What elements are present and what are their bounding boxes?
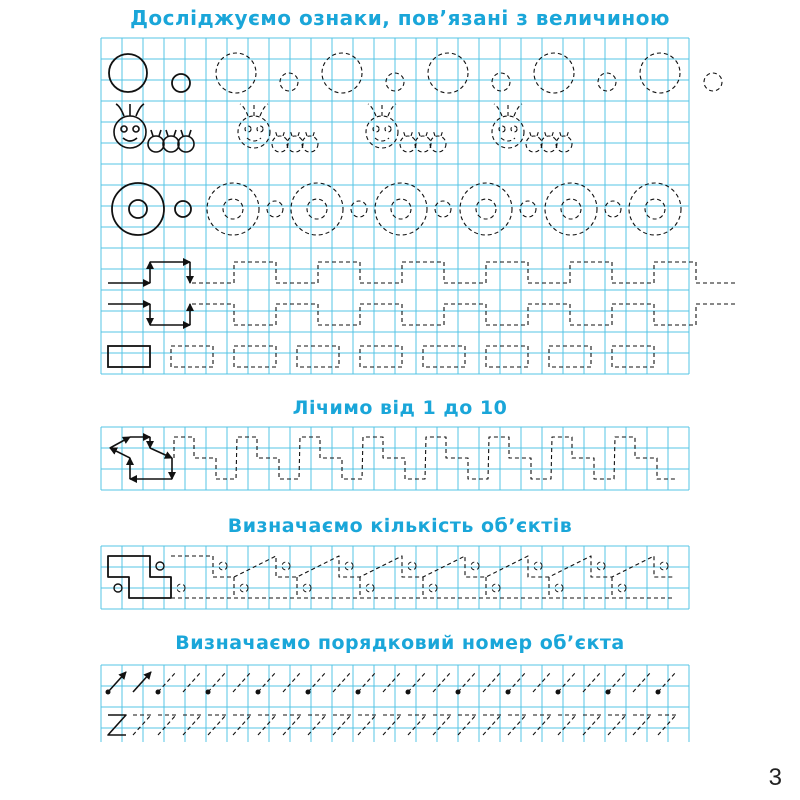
zigzag-line-icon [183, 715, 201, 735]
zigzag-line-icon [108, 715, 126, 735]
zigzag-line-icon [458, 715, 476, 735]
leg [313, 130, 315, 136]
zigzag-line-icon [508, 672, 526, 692]
body-segment [415, 136, 431, 152]
counting-zigzag [174, 437, 677, 479]
circle-icon [408, 562, 416, 570]
dot-marker [106, 690, 111, 695]
zigzag-line-icon [508, 715, 526, 735]
leg [403, 130, 405, 136]
row-rectangles [108, 346, 654, 367]
circle-icon [282, 562, 290, 570]
zigzag-line-icon [433, 715, 451, 735]
leg [174, 130, 176, 136]
zigzag-line-icon [658, 672, 676, 692]
heading-ordinal-section: Визначаємо порядковий номер об’єкта [175, 632, 625, 654]
dot-marker [556, 690, 561, 695]
dot-marker [456, 690, 461, 695]
step-pattern-lower [192, 304, 738, 325]
page-number: 3 [768, 764, 782, 791]
dot-marker [306, 690, 311, 695]
step-pattern-upper [192, 262, 738, 283]
ring-inner [223, 199, 243, 219]
rectangle-icon [297, 346, 339, 367]
circle-icon [471, 562, 479, 570]
circle-icon [280, 73, 298, 91]
caterpillar-face-icon [492, 104, 572, 152]
zigzag-line-icon [658, 715, 676, 735]
zigzag-line-icon [133, 715, 151, 735]
rectangle-icon [360, 346, 402, 367]
leg [418, 130, 420, 136]
circle-icon [492, 73, 510, 91]
body-segment [163, 136, 179, 152]
zigzag-line-icon [208, 672, 226, 692]
eye [511, 126, 517, 132]
circle-icon [109, 54, 147, 92]
body-segment [526, 136, 542, 152]
smile [123, 138, 137, 141]
ring-inner [129, 200, 147, 218]
antenna [260, 104, 268, 116]
smile [375, 138, 389, 141]
arrow-icon [110, 448, 130, 458]
small-ring-icon [175, 201, 191, 217]
rectangle-icon [549, 346, 591, 367]
leg [567, 130, 569, 136]
body-segment [287, 136, 303, 152]
row-step-pattern [108, 262, 738, 325]
zigzag-line-icon [333, 715, 351, 735]
leg [181, 130, 183, 136]
leg [189, 130, 191, 136]
dot-marker [206, 690, 211, 695]
zigzag-line-icon [433, 672, 451, 692]
zigzag-line-icon [258, 672, 276, 692]
circle-icon [534, 562, 542, 570]
circle-icon [704, 73, 722, 91]
heading-counting-section: Лічимо від 1 до 10 [292, 397, 508, 419]
circle-icon [156, 562, 164, 570]
heading-quantity-section: Визначаємо кількість об’єктів [227, 515, 573, 537]
leg [433, 130, 435, 136]
row-counting-pattern [110, 437, 677, 479]
caterpillar-face-icon [238, 104, 318, 152]
leg [151, 130, 153, 136]
antenna [368, 104, 376, 116]
caterpillar-face-icon [366, 104, 446, 152]
leg [544, 130, 546, 136]
dot-marker [606, 690, 611, 695]
leg [426, 130, 428, 136]
leg [275, 130, 277, 136]
row-quantity-pattern [108, 556, 675, 598]
body-segment [148, 136, 164, 152]
eye [385, 126, 391, 132]
rectangle-icon [423, 346, 465, 367]
zigzag-line-icon [383, 672, 401, 692]
caterpillar-face-icon [114, 104, 194, 152]
rectangle-icon [108, 346, 150, 367]
ring-inner [307, 199, 327, 219]
rectangle-icon [234, 346, 276, 367]
ring-inner [391, 199, 411, 219]
smile [501, 138, 515, 141]
rectangle-icon [486, 346, 528, 367]
zigzag-line-icon [483, 672, 501, 692]
dot-marker [506, 690, 511, 695]
dot-marker [656, 690, 661, 695]
zigzag-line-icon [558, 672, 576, 692]
zigzag-line-icon [358, 715, 376, 735]
body-segment [541, 136, 557, 152]
zigzag-line-icon [283, 672, 301, 692]
arrow-icon [110, 437, 130, 448]
zigzag-line-icon [408, 672, 426, 692]
zigzag-line-icon [608, 715, 626, 735]
dot-marker [256, 690, 261, 695]
body-segment [430, 136, 446, 152]
body-segment [272, 136, 288, 152]
leg [411, 130, 413, 136]
zigzag-line-icon [633, 715, 651, 735]
zigzag-line-icon [408, 715, 426, 735]
leg [159, 130, 161, 136]
circle-icon [219, 562, 227, 570]
zigzag-line-icon [183, 672, 201, 692]
eye [257, 126, 263, 132]
circle-icon [598, 73, 616, 91]
antenna [116, 104, 124, 116]
zigzag-line-icon [333, 672, 351, 692]
dot-marker [156, 690, 161, 695]
zigzag-line-icon [108, 672, 126, 692]
zigzag-line-icon [458, 672, 476, 692]
leg [559, 130, 561, 136]
smile [247, 138, 261, 141]
zigzag-line-icon [208, 715, 226, 735]
row-ordinal-pattern [106, 672, 677, 735]
small-ring-icon [520, 201, 536, 217]
leg [298, 130, 300, 136]
body-segment [400, 136, 416, 152]
leg [529, 130, 531, 136]
zigzag-line-icon [383, 715, 401, 735]
zigzag-line-icon [133, 672, 151, 692]
circle-icon [345, 562, 353, 570]
zigzag-line-icon [158, 715, 176, 735]
ring-inner [561, 199, 581, 219]
zigzag-line-icon [608, 672, 626, 692]
dot-marker [356, 690, 361, 695]
zigzag-line-icon [258, 715, 276, 735]
leg [305, 130, 307, 136]
leg [441, 130, 443, 136]
small-ring-icon [605, 201, 621, 217]
arrow-icon [150, 448, 172, 458]
dot-marker [406, 690, 411, 695]
leg [166, 130, 168, 136]
heading-size-section: Досліджуємо ознаки, пов’язані з величиною [130, 6, 670, 30]
rectangle-icon [612, 346, 654, 367]
zigzag-line-icon [483, 715, 501, 735]
zigzag-line-icon [583, 672, 601, 692]
leg [552, 130, 554, 136]
leg [537, 130, 539, 136]
circle-icon [660, 562, 668, 570]
circle-icon [172, 74, 190, 92]
leg [283, 130, 285, 136]
rectangle-icon [171, 346, 213, 367]
body-segment [302, 136, 318, 152]
zigzag-line-icon [283, 715, 301, 735]
grid-quantity-section [101, 546, 689, 609]
antenna [494, 104, 502, 116]
ring-inner [645, 199, 665, 219]
grid-ordinal-section [101, 665, 689, 742]
body-segment [178, 136, 194, 152]
eye [133, 126, 139, 132]
zigzag-line-icon [583, 715, 601, 735]
zigzag-line-icon [558, 715, 576, 735]
antenna [240, 104, 248, 116]
body-segment [556, 136, 572, 152]
zigzag-line-icon [158, 672, 176, 692]
zigzag-line-icon [633, 672, 651, 692]
zigzag-line-icon [358, 672, 376, 692]
circle-icon [597, 562, 605, 570]
